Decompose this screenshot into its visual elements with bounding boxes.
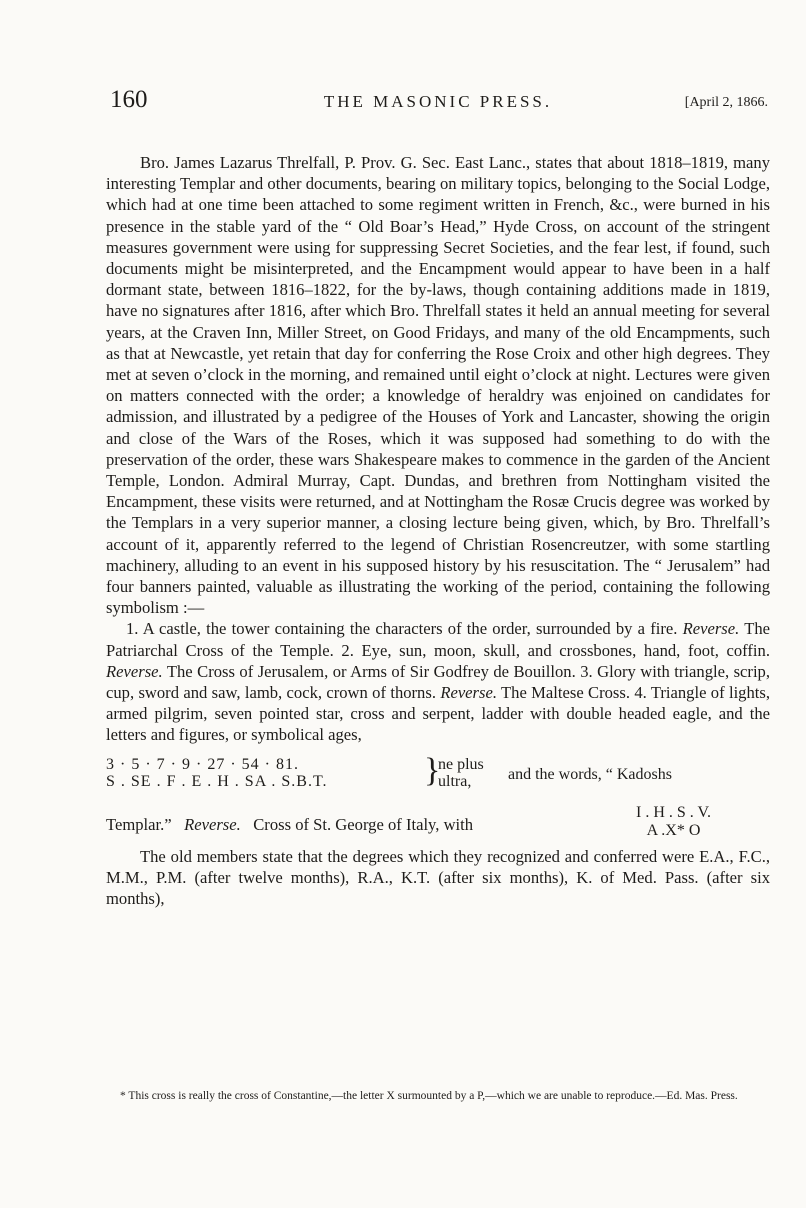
footnote-text: * This cross is really the cross of Constantine,—the letter X surmounted by a P,—which we are unable to reproduce.—Ed. Mas. Press. <box>120 1090 738 1102</box>
templar-line <box>106 802 770 846</box>
templar-text <box>106 814 473 835</box>
ages-table <box>106 756 328 790</box>
running-title: THE MASONIC PRESS. <box>323 92 553 111</box>
symbolical-ages <box>106 750 770 802</box>
ihsv-bottom: A .X* O <box>646 821 701 839</box>
paragraph-symbolism <box>106 618 770 745</box>
reverse-label: Reverse. <box>682 619 740 639</box>
ihsv-top: I . H . S . V. <box>636 803 711 821</box>
ages-numbers: 3 · 5 · 7 · 9 · 27 · 54 · 81. <box>106 755 299 773</box>
reverse-label: Reverse. <box>184 814 241 834</box>
running-header <box>106 86 770 120</box>
brace: } <box>424 751 441 789</box>
symbolism-part-2: The Patriarchal Cross of the Temple. 2. Eye, sun, moon, skull, and crossbones, hand, foot, coffin. <box>106 619 770 660</box>
ne-plus: ne plus <box>438 755 484 773</box>
page-number: 160 <box>110 86 148 113</box>
templar-label: Templar.” <box>106 814 172 834</box>
templar-rest: Cross of St. George of Italy, with <box>253 814 474 834</box>
symbolism-part-4: The Maltese Cross. 4. Triangle of lights, armed pilgrim, seven pointed star, cross and serpent, ladder with double headed eagle, and the letters and figures, or symbolical ages, <box>106 683 770 745</box>
ages-letters: S . SE . F . E . H . SA . S.B.T. <box>106 772 328 790</box>
symbolism-part-1: 1. A castle, the tower containing the characters of the order, surrounded by a fire. <box>126 619 678 639</box>
ne-plus-ultra <box>438 756 484 790</box>
footnote <box>106 1088 770 1104</box>
issue-date: [April 2, 1866. <box>684 95 768 110</box>
reverse-label: Reverse. <box>106 661 163 681</box>
ultra: ultra, <box>438 772 472 790</box>
kadoshs-words: and the words, “ Kadoshs <box>508 765 672 783</box>
paragraph-threlfall: Bro. James Lazarus Threlfall, P. Prov. G. Sec. East Lanc., states that about 1818–1819, many interesting Templar and other documents, bearing on military topics, belonging to the Social Lodge, which had at one time been attached to some regiment written in French, &c., were burned in his presence in the stable yard of the “ Old Boar’s Head,” Hyde Cross, on account of the stringent measures government were using for suppressing Secret Societies, and the fear lest, if found, such documents might be misinterpreted, and the Encampment would appear to have been in a half dormant state, between 1816–1822, for the by-laws, though containing additions made in 1819, have no signatures after 1816, after which Bro. Threlfall states it held an annual meeting for several years, at the Craven Inn, Miller Street, on Good Fridays, and many of the old Encampments, such as that at Newcastle, yet retain that day for conferring the Rose Croix and other high degrees. They met at seven o’clock in the morning, and remained until eight o’clock at night. Lectures were given on matters connected with the order; a knowledge of heraldry was enjoined on candidates for admission, and illustrated by a pedigree of the Houses of York and Lancaster, showing the origin and close of the Wars of the Roses, which it was supposed had something to do with the preservation of the order, these wars Shakespeare makes to commence in the garden of the Ancient Temple, London. Admiral Murray, Capt. Dundas, and brethren from Nottingham visited the Encampment, these visits were returned, and at Nottingham the Rosæ Crucis degree was worked by the Templars in a very superior manner, a closing lecture being given, which, by Bro. Threlfall’s account of it, apparently referred to the legend of Christian Rosencreutzer, with some startling machinery, alluding to an event in his supposed history by his resuscitation. The “ Jerusalem” had four banners painted, valuable as illustrating the working of the period, containing the following symbolism :— <box>106 153 770 618</box>
paragraph-degrees: The old members state that the degrees which they recognized and conferred were E.A., F.C., M.M., P.M. (after twelve months), R.A., K.T. (after six months), K. of Med. Pass. (after six months), <box>106 846 770 909</box>
reverse-label: Reverse. <box>440 683 497 703</box>
symbolism-part-3: The Cross of Jerusalem, or Arms of Sir Godfrey de Bouillon. 3. Glory with triangle, scrip, cup, sword and saw, lamb, cock, crown of thorns. <box>106 661 770 703</box>
ihsv-monogram <box>636 804 711 840</box>
article-body <box>106 152 770 909</box>
